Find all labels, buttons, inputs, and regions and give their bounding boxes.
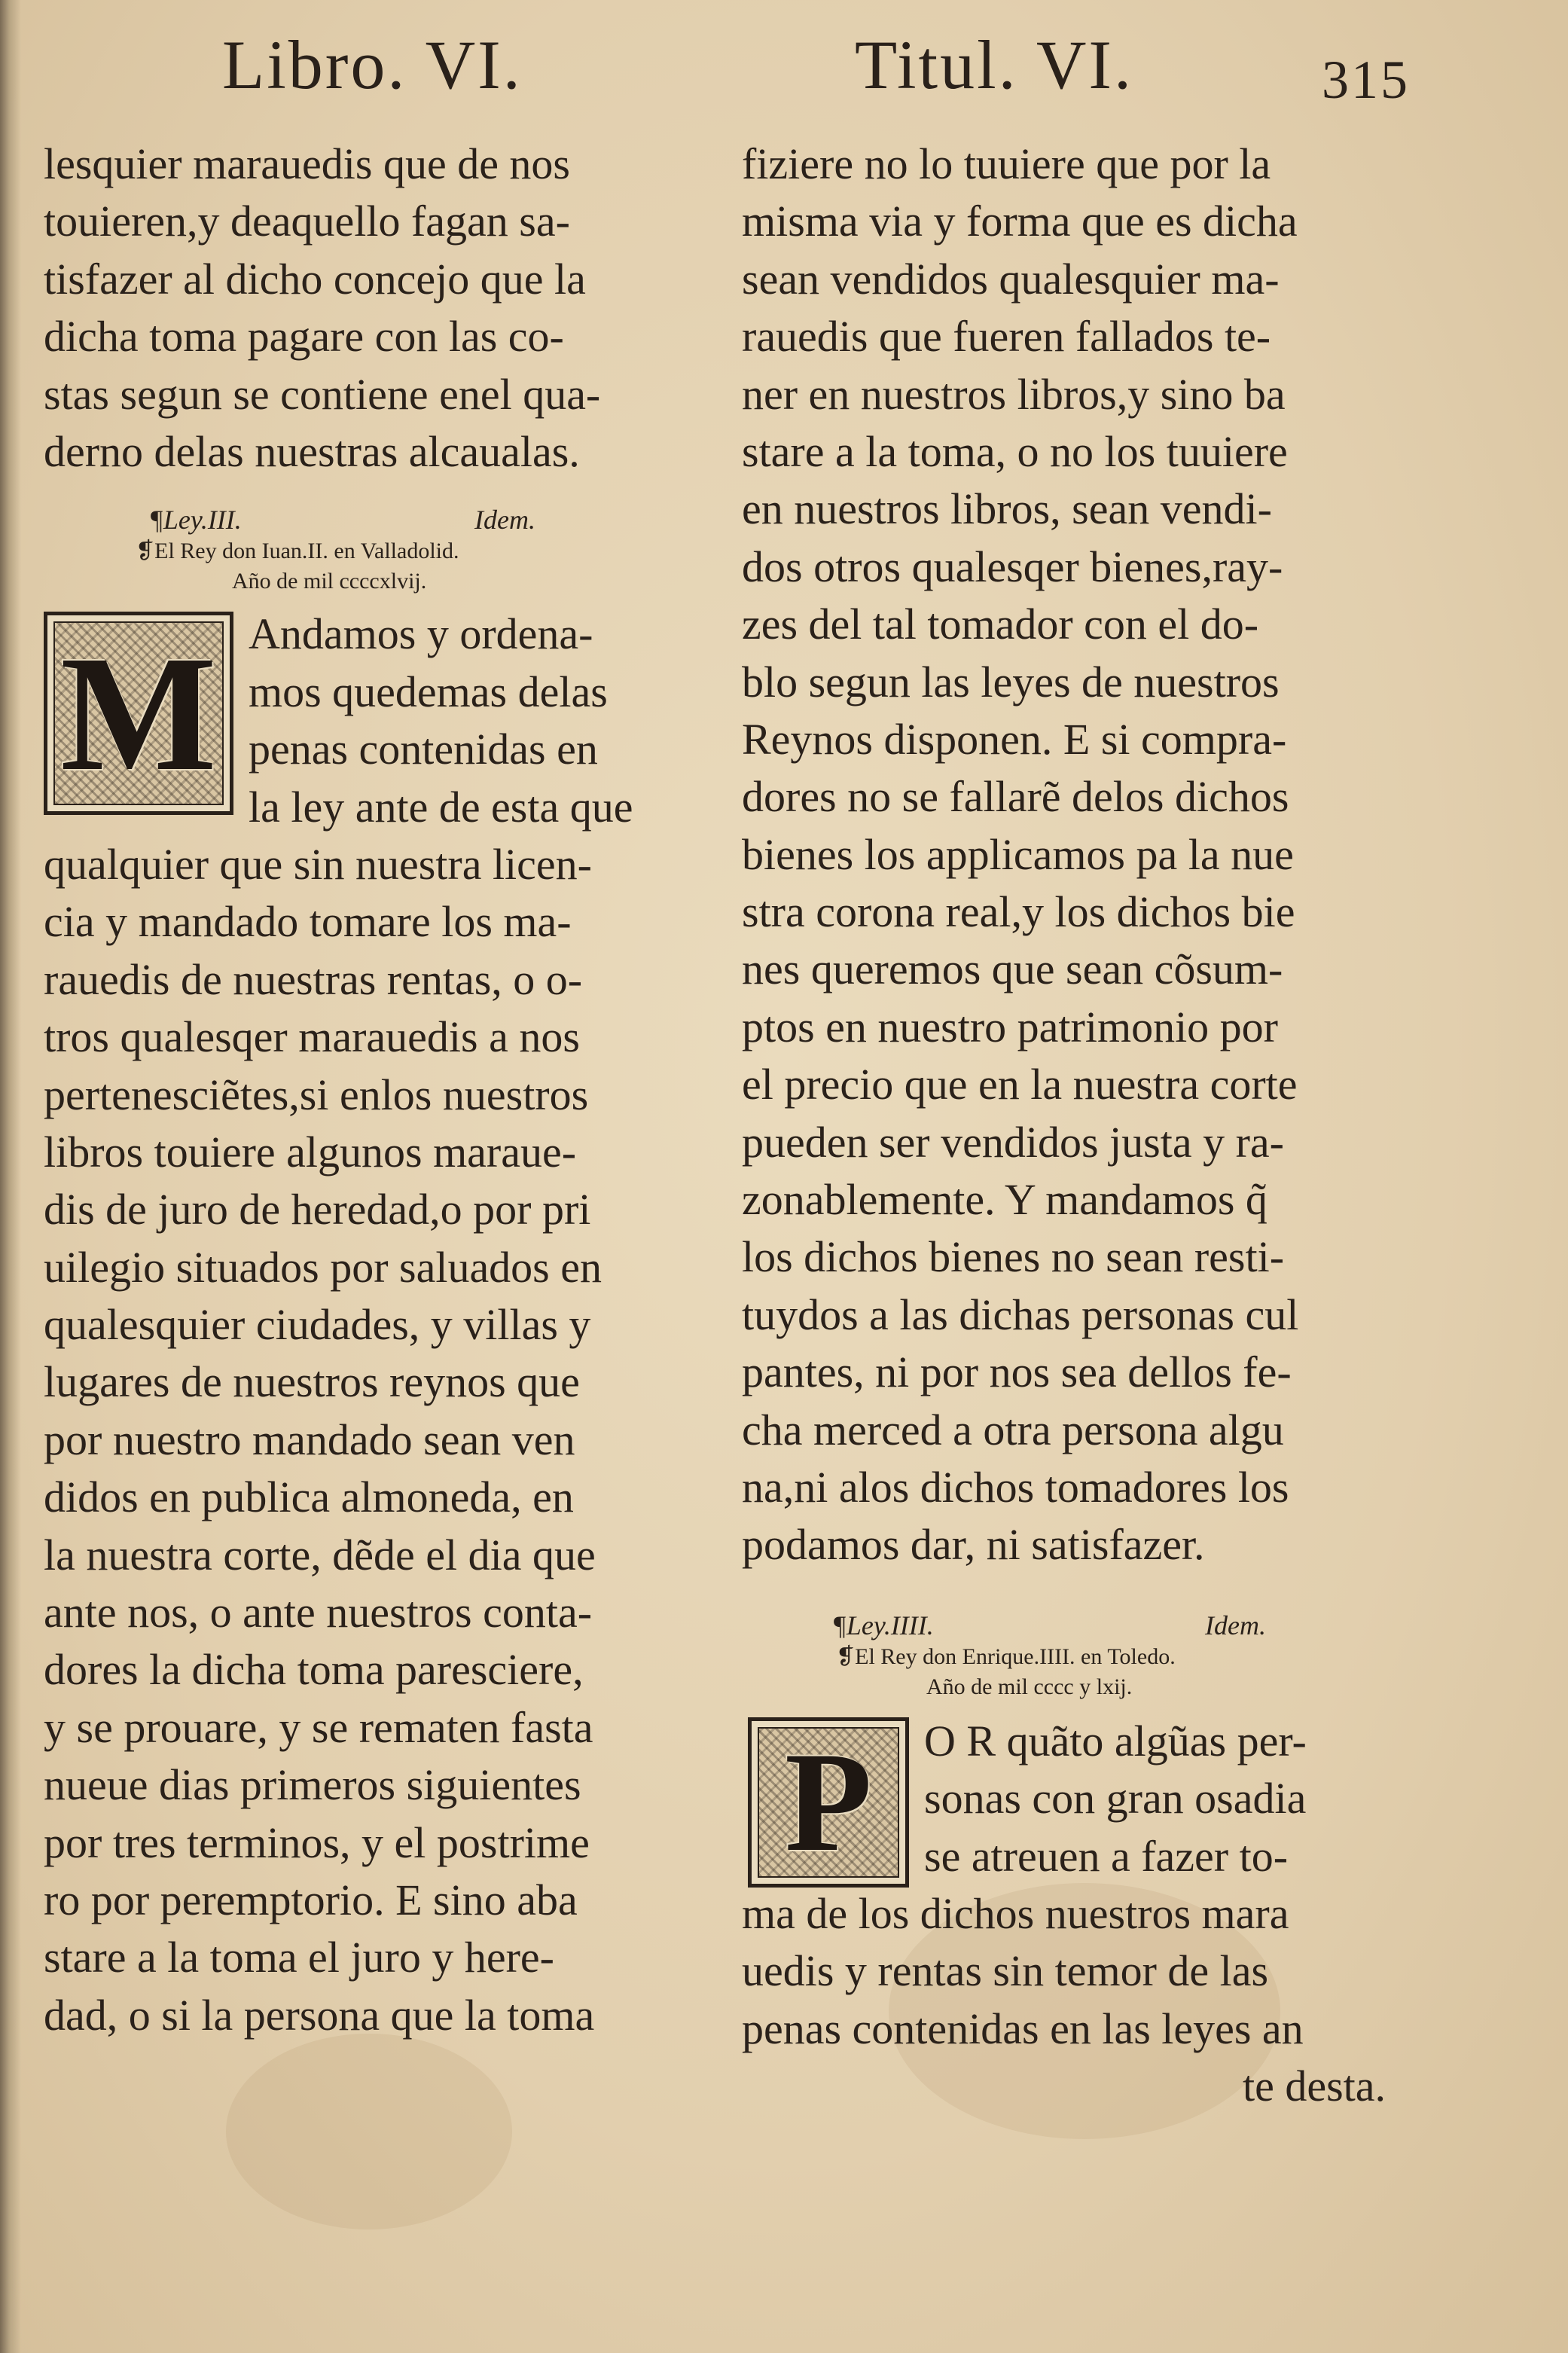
- initial-letter: P: [784, 1723, 873, 1881]
- running-head-book: Libro. VI.: [222, 26, 523, 103]
- text-line: cia y mandado tomare los ma-: [44, 897, 572, 947]
- text-line: nes queremos que sean cõsum-: [742, 945, 1283, 994]
- right-column: [742, 136, 1405, 2116]
- text-line: zes del tal tomador con el do-: [742, 600, 1259, 649]
- law-year: Año de mil ccccxlvij.: [232, 569, 427, 594]
- ornamental-initial: [44, 612, 233, 815]
- law-opening: [44, 606, 691, 836]
- text-line: dad, o si la persona que la toma: [44, 1990, 595, 2040]
- text-line: blo segun las leyes de nuestros: [742, 657, 1280, 707]
- text-line: ner en nuestros libros,y sino ba: [742, 369, 1286, 419]
- law-heading: [44, 503, 691, 536]
- text-line: dos otros qualesqer bienes,ray-: [742, 542, 1283, 591]
- text-line: pertenesciẽtes,si enlos nuestros: [44, 1070, 589, 1119]
- text-line: Andamos y ordena-: [249, 609, 593, 659]
- text-line: fiziere no lo tuuiere que por la: [742, 139, 1271, 188]
- initial-letter: M: [60, 621, 217, 806]
- text-line: la nuestra corte, dẽde el dia que: [44, 1530, 596, 1579]
- pilcrow-icon: ❡: [136, 539, 155, 564]
- text-line: zonablemente. Y mandamos q̃: [742, 1175, 1268, 1225]
- text-line: dicha toma pagare con las co-: [44, 312, 564, 362]
- text-line: ante nos, o ante nuestros conta-: [44, 1588, 593, 1637]
- text-line: lesquier marauedis que de nos: [44, 139, 571, 188]
- text-line: podamos dar, ni satisfazer.: [742, 1520, 1205, 1570]
- text-line: dores no se fallarẽ delos dichos: [742, 772, 1289, 822]
- text-line: sonas con gran osadia: [924, 1774, 1307, 1823]
- ornamental-initial: [748, 1717, 909, 1888]
- text-line: ptos en nuestro patrimonio por: [742, 1002, 1279, 1051]
- text-line: dores la dicha toma paresciere,: [44, 1645, 584, 1695]
- text-line: uilegio situados por saluados en: [44, 1242, 602, 1292]
- text-line: te desta.: [1242, 2062, 1386, 2111]
- law-heading: [742, 1609, 1405, 1642]
- text-line: derno delas nuestras alcaualas.: [44, 426, 580, 476]
- paper-stain: [226, 2034, 512, 2229]
- law-number: ¶Ley.IIII.: [832, 1610, 934, 1640]
- page-number: 315: [1322, 50, 1410, 110]
- text-line: dis de juro de heredad,o por pri: [44, 1185, 591, 1234]
- text-line: la ley ante de esta que: [249, 782, 633, 832]
- law-source: ❡El Rey don Enrique.IIII. en Toledo.: [836, 1643, 1176, 1669]
- text-line: uedis y rentas sin temor de las: [742, 1946, 1269, 1996]
- text-line: O R quãto algũas per-: [924, 1716, 1307, 1766]
- text-line: y se prouare, y se rematen fasta: [44, 1702, 593, 1752]
- text-line: nueue dias primeros siguientes: [44, 1760, 581, 1810]
- text-line: pueden ser vendidos justa y ra-: [742, 1117, 1284, 1167]
- text-line: didos en publica almoneda, en: [44, 1473, 574, 1522]
- text-line: el precio que en la nuestra corte: [742, 1060, 1298, 1109]
- text-line: rauedis que fueren fallados te-: [742, 312, 1271, 362]
- text-line: lugares de nuestros reynos que: [44, 1357, 580, 1407]
- text-line: se atreuen a fazer to-: [924, 1831, 1289, 1881]
- binding-gutter: [0, 0, 21, 2353]
- text-line: tros qualesqer marauedis a nos: [44, 1012, 580, 1062]
- text-line: stare a la toma, o no los tuuiere: [742, 426, 1288, 476]
- law-source: ❡El Rey don Iuan.II. en Valladolid.: [136, 539, 459, 564]
- law-idem: Idem.: [1205, 1610, 1266, 1640]
- text-line: sean vendidos qualesquier ma-: [742, 254, 1280, 304]
- text-line: tisfazer al dicho concejo que la: [44, 254, 586, 304]
- text-line: tuydos a las dichas personas cul: [742, 1289, 1299, 1339]
- text-line: los dichos bienes no sean resti-: [742, 1232, 1285, 1282]
- law-idem: Idem.: [474, 505, 535, 536]
- law-number: ¶Ley.III.: [149, 505, 242, 536]
- left-column: [44, 136, 691, 2044]
- text-line: qualquier que sin nuestra licen-: [44, 839, 592, 889]
- law-year: Año de mil cccc y lxij.: [926, 1674, 1133, 1699]
- text-line: bienes los applicamos pa la nue: [742, 829, 1294, 879]
- text-line: stas segun se contiene enel qua-: [44, 369, 601, 419]
- law-opening: [742, 1713, 1405, 1885]
- pilcrow-icon: ❡: [836, 1643, 856, 1669]
- text-line: touieren,y deaquello fagan sa-: [44, 197, 570, 246]
- text-line: ma de los dichos nuestros mara: [742, 1888, 1289, 1938]
- text-line: por tres terminos, y el postrime: [44, 1817, 590, 1867]
- text-line: penas contenidas en: [249, 725, 598, 774]
- text-line: na,ni alos dichos tomadores los: [742, 1462, 1289, 1512]
- text-line: cha merced a otra persona algu: [742, 1405, 1284, 1454]
- text-line: misma via y forma que es dicha: [742, 197, 1298, 246]
- text-line: ro por peremptorio. E sino aba: [44, 1875, 578, 1924]
- text-line: libros touiere algunos maraue-: [44, 1127, 577, 1176]
- text-line: mos quedemas delas: [249, 667, 608, 716]
- text-line: Reynos disponen. E si compra-: [742, 714, 1287, 764]
- text-line: stare a la toma el juro y here-: [44, 1933, 554, 1982]
- text-line: pantes, ni por nos sea dellos fe-: [742, 1347, 1292, 1397]
- text-line: penas contenidas en las leyes an: [742, 2004, 1304, 2053]
- text-line: qualesquier ciudades, y villas y: [44, 1300, 591, 1350]
- text-line: en nuestros libros, sean vendi-: [742, 484, 1272, 534]
- text-line: stra corona real,y los dichos bie: [742, 887, 1295, 937]
- text-line: rauedis de nuestras rentas, o o-: [44, 954, 583, 1004]
- text-line: por nuestro mandado sean ven: [44, 1415, 575, 1464]
- running-head-title: Titul. VI.: [855, 26, 1134, 103]
